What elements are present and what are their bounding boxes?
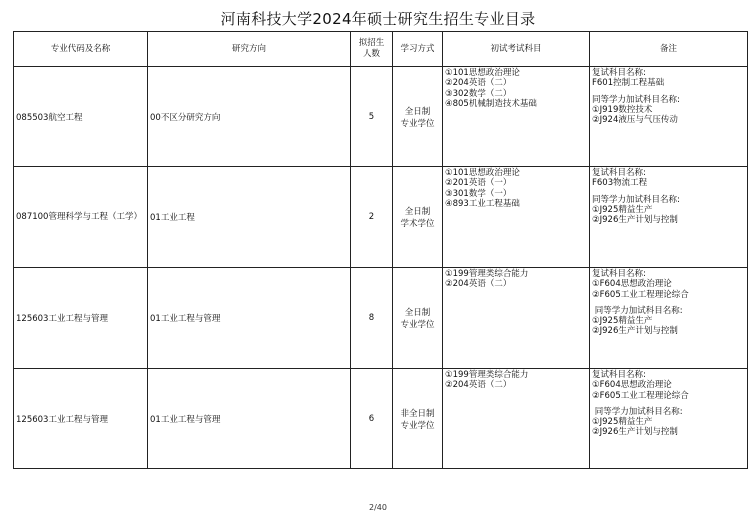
exam-subject: ②204英语（二）	[445, 78, 512, 89]
major-cell: 125603工业工程与管理	[14, 268, 148, 369]
major-cell: 087100管理科学与工程（工学）	[14, 167, 148, 268]
note-line: 复试科目名称:	[592, 269, 646, 279]
program-catalog-table	[13, 31, 748, 469]
quota-cell: 6	[351, 369, 393, 469]
note-line: F601控制工程基础	[592, 78, 665, 89]
exam-subject: ④893工业工程基础	[445, 198, 520, 209]
major-cell: 085503航空工程	[14, 67, 148, 167]
exam-subject: ②201英语（一）	[445, 178, 512, 189]
exams-cell	[443, 369, 590, 469]
note-line: ①J925精益生产	[592, 316, 653, 327]
exam-subject: ②204英语（二）	[445, 279, 512, 290]
note-line: 同等学力加试科目名称:	[592, 194, 680, 205]
note-line: ①F604思想政治理论	[592, 279, 672, 290]
header-major: 专业代码及名称	[14, 32, 148, 67]
major-cell: 125603工业工程与管理	[14, 369, 148, 469]
direction-cell: 01工业工程与管理	[148, 268, 351, 369]
note-line: ①F604思想政治理论	[592, 380, 672, 391]
note-line: ②F605工业工程理论综合	[592, 289, 689, 300]
quota-cell: 5	[351, 67, 393, 167]
note-line: ①J925精益生产	[592, 417, 653, 428]
table-row	[14, 268, 748, 369]
direction-cell: 01工业工程	[148, 167, 351, 268]
exam-subject: ①101思想政治理论	[445, 168, 520, 178]
notes-cell	[590, 369, 748, 469]
mode-line: 学术学位	[400, 219, 435, 229]
mode-line: 专业学位	[400, 420, 435, 431]
exam-subject: ③302数学（二）	[445, 88, 512, 99]
direction-cell: 00不区分研究方向	[148, 67, 351, 167]
header-notes: 备注	[590, 32, 748, 67]
notes-cell	[590, 167, 748, 268]
note-line: 复试科目名称:	[592, 370, 646, 380]
table-header-row	[14, 32, 748, 67]
mode-cell	[393, 268, 443, 369]
mode-line: 全日制	[404, 106, 431, 117]
exam-subject: ①199管理类综合能力	[445, 370, 529, 380]
mode-line: 专业学位	[400, 320, 435, 330]
note-line: ②J926生产计划与控制	[592, 326, 678, 337]
quota-cell: 8	[351, 268, 393, 369]
mode-line: 非全日制	[400, 408, 435, 419]
exam-subject: ①101思想政治理论	[445, 68, 520, 78]
direction-cell: 01工业工程与管理	[148, 369, 351, 469]
note-line: ②J924液压与气压传动	[592, 115, 678, 126]
note-line: ①J925精益生产	[592, 204, 653, 215]
exam-subject: ④805机械制造技术基础	[445, 98, 537, 109]
note-line: ②F605工业工程理论综合	[592, 390, 689, 401]
page-title: 河南科技大学2024年硕士研究生招生专业目录	[220, 10, 536, 28]
note-line: F603物流工程	[592, 178, 648, 189]
exams-cell	[443, 268, 590, 369]
header-mode: 学习方式	[393, 32, 443, 67]
exams-cell	[443, 167, 590, 268]
table-row	[14, 67, 748, 167]
note-line: 复试科目名称:	[592, 68, 646, 78]
mode-line: 专业学位	[400, 118, 435, 129]
note-line: 同等学力加试科目名称:	[592, 305, 683, 316]
exams-cell	[443, 67, 590, 167]
note-line: 同等学力加试科目名称:	[592, 94, 680, 105]
header-quota-label: 拟招生人数	[358, 38, 385, 59]
exam-subject: ①199管理类综合能力	[445, 269, 529, 279]
table-row	[14, 369, 748, 469]
exam-subject: ③301数学（一）	[445, 188, 512, 199]
header-exams: 初试考试科目	[443, 32, 590, 67]
notes-cell	[590, 67, 748, 167]
mode-cell	[393, 369, 443, 469]
table-row	[14, 167, 748, 268]
note-line: 复试科目名称:	[592, 168, 646, 178]
quota-cell: 2	[351, 167, 393, 268]
note-line: ②J926生产计划与控制	[592, 427, 678, 438]
note-line: 同等学力加试科目名称:	[592, 406, 683, 417]
note-line: ②J926生产计划与控制	[592, 215, 678, 226]
note-line: ①J919数控技术	[592, 104, 653, 115]
mode-line: 全日制	[404, 207, 431, 217]
header-quota	[351, 32, 393, 67]
notes-cell	[590, 268, 748, 369]
mode-cell	[393, 67, 443, 167]
page-number: 2/40	[369, 503, 387, 512]
exam-subject: ②204英语（二）	[445, 380, 512, 391]
mode-cell	[393, 167, 443, 268]
header-direction: 研究方向	[148, 32, 351, 67]
mode-line: 全日制	[404, 308, 431, 318]
